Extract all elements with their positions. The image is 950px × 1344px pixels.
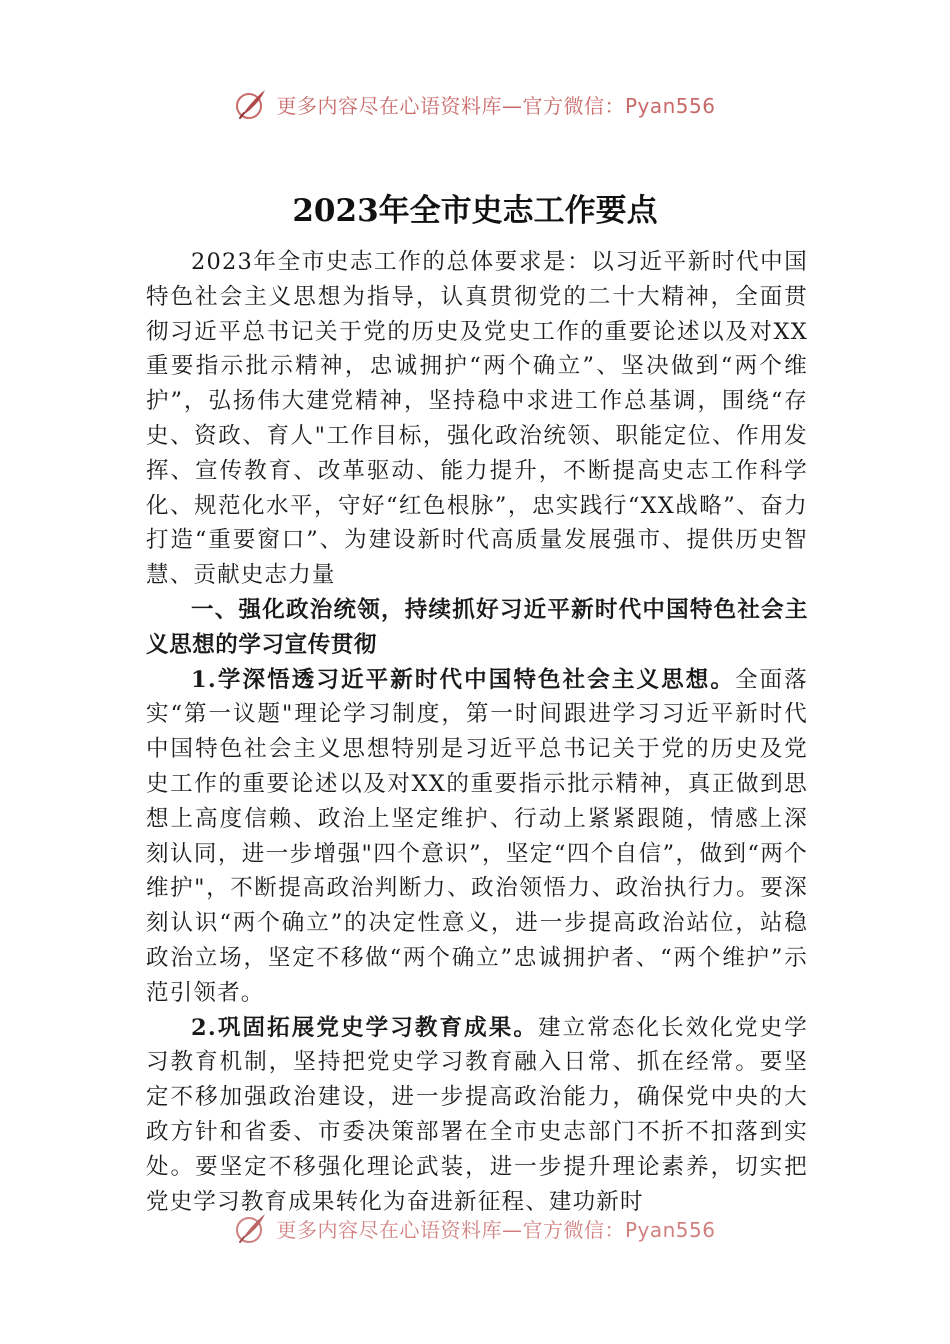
quill-pen-icon xyxy=(234,1211,268,1245)
watermark-text: 更多内容尽在心语资料库—官方微信：Pyan556 xyxy=(276,93,716,118)
item-1-body: 全面落实“第一议题"理论学习制度，第一时间跟进学习习近平新时代中国特色社会主义思想特别是习近平总书记关于党的历史及党史工作的重要论述以及对XX的重要指示批示精神，真正做到思想上高度信赖、政治上坚定维护、行动上紧紧跟随，情感上深刻认同，进一步增强"四个意识”，坚定“四个自信”，做到“两个维护"，不断提高政治判断力、政治领悟力、政治执行力。要深刻认识“两个确立”的决定性意义，进一步提高政治站位，站稳政治立场，坚定不移做“两个确立”忠诚拥护者、“两个维护”示范引领者。 xyxy=(146,666,808,1006)
document-content xyxy=(146,245,808,1214)
item-2-body: 建立常态化长效化党史学习教育机制，坚持把党史学习教育融入日常、抓在经常。要坚定不移加强政治建设，进一步提高政治能力，确保党中央的大政方针和省委、市委决策部署在全市史志部门不折不扣落到实处。要坚定不移强化理论武装，进一步提升理论素养，切实把党史学习教育成果转化为奋进新征程、建功新时 xyxy=(146,1014,808,1214)
watermark-text: 更多内容尽在心语资料库—官方微信：Pyan556 xyxy=(276,1217,716,1242)
item-2-paragraph xyxy=(146,1011,808,1214)
page-title: 2023年全市史志工作要点 xyxy=(292,193,658,229)
item-1-lead: 1.学深悟透习近平新时代中国特色社会主义思想。 xyxy=(191,666,736,693)
watermark-footer xyxy=(0,1208,950,1248)
item-1-paragraph xyxy=(146,663,808,1011)
section-heading: 一、强化政治统领，持续抓好习近平新时代中国特色社会主义思想的学习宣传贯彻 xyxy=(146,596,808,658)
intro-paragraph: 2023年全市史志工作的总体要求是：以习近平新时代中国特色社会主义思想为指导，认真贯彻党的二十大精神，全面贯彻习近平总书记关于党的历史及党史工作的重要论述以及对XX重要指示批示精神，忠诚拥护“两个确立”、坚决做到“两个维护”，弘扬伟大建党精神，坚持稳中求进工作总基调，围绕“存史、资政、育人"工作目标，强化政治统领、职能定位、作用发挥、宣传教育、改革驱动、能力提升，不断提高史志工作科学化、规范化水平，守好“红色根脉”，忠实践行“XX战略”、奋力打造“重要窗口”、为建设新时代高质量发展强市、提供历史智慧、贡献史志力量 xyxy=(146,249,808,589)
item-2-lead: 2.巩固拓展党史学习教育成果。 xyxy=(191,1014,538,1041)
